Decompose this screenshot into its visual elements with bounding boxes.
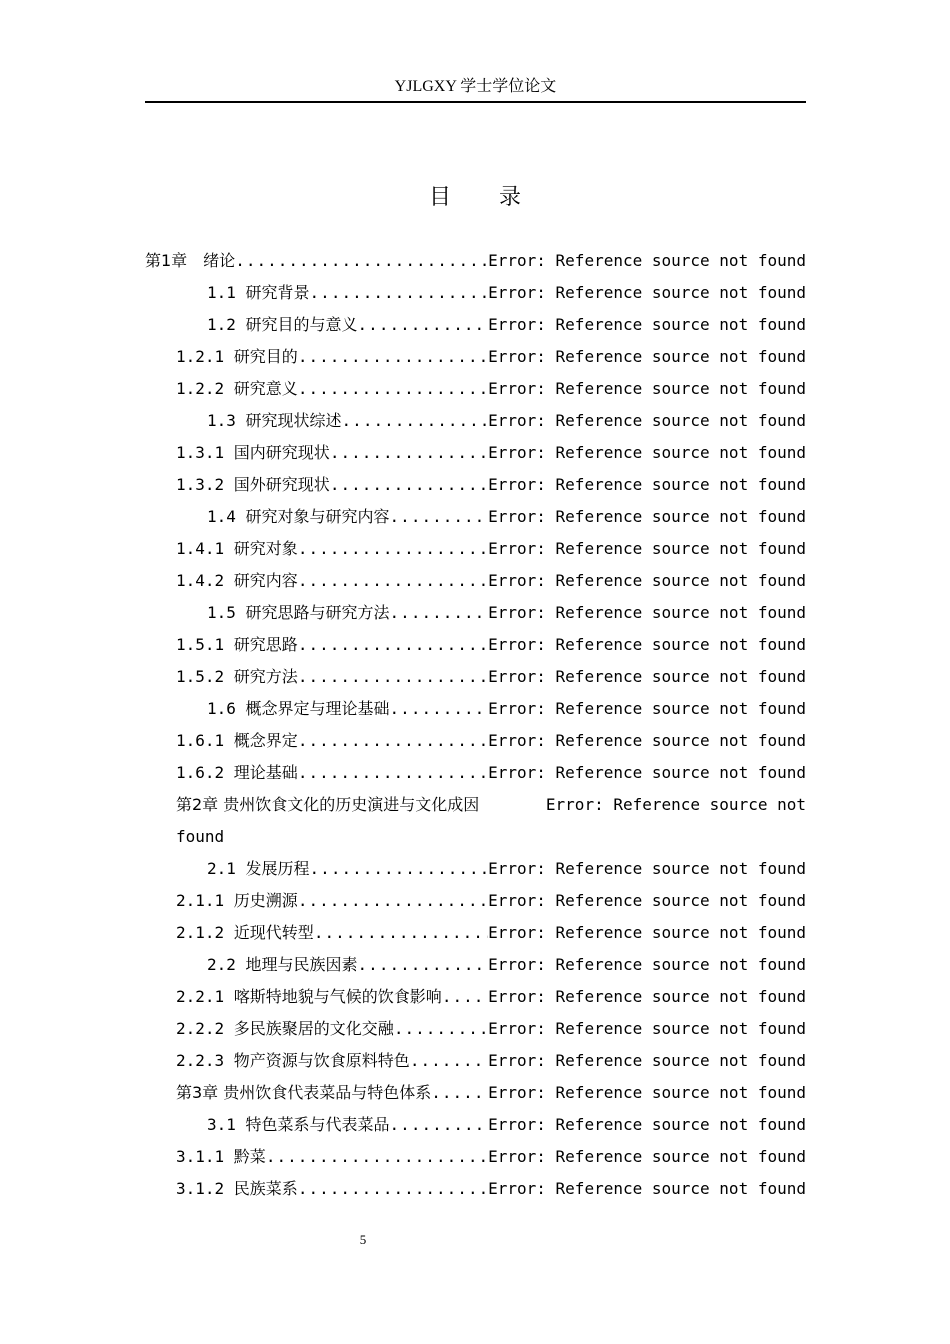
toc-entry-title: 1.6.1 概念界定	[176, 731, 298, 750]
toc-leader-dots	[410, 1045, 488, 1077]
toc-entry-ref: Error: Reference source not found	[488, 891, 806, 910]
running-header: YJLGXY 学士学位论文	[394, 78, 557, 95]
toc-entry-title: 2.1.2 近现代转型	[176, 923, 314, 942]
toc-entry-ref: Error: Reference source not found	[488, 699, 806, 718]
toc-leader-dots	[298, 341, 488, 373]
toc-entry-ref: Error: Reference source not found	[488, 475, 806, 494]
toc-entry-ref: Error: Reference source not found	[488, 443, 806, 462]
toc-leader-dots	[390, 597, 489, 629]
toc-entry-ref: Error: Reference source not found	[488, 251, 806, 270]
toc-entry-title: 1.4.2 研究内容	[176, 571, 298, 590]
toc-entry-ref: Error: Reference source not found	[488, 571, 806, 590]
toc-leader-dots	[390, 1109, 489, 1141]
table-of-contents	[145, 245, 806, 1205]
toc-entry-title: 1.3 研究现状综述	[207, 411, 342, 430]
toc-entry[interactable]	[145, 341, 806, 373]
toc-entry-title: 1.5.2 研究方法	[176, 667, 298, 686]
toc-entry[interactable]	[145, 885, 806, 917]
toc-entry-title: 1.2.2 研究意义	[176, 379, 298, 398]
toc-entry-title: 1.5 研究思路与研究方法	[207, 603, 390, 622]
toc-entry-title: 3.1 特色菜系与代表菜品	[207, 1115, 390, 1134]
toc-entry[interactable]	[145, 565, 806, 597]
toc-leader-dots	[330, 437, 488, 469]
toc-leader-dots	[431, 1077, 488, 1109]
toc-entry[interactable]	[145, 1141, 806, 1173]
toc-entry-title: 2.2 地理与民族因素	[207, 955, 358, 974]
toc-entry[interactable]	[145, 693, 806, 725]
header-rule	[145, 101, 806, 103]
toc-leader-dots	[298, 373, 488, 405]
toc-entry[interactable]	[145, 917, 806, 949]
toc-entry[interactable]	[145, 1173, 806, 1205]
toc-leader-dots	[298, 629, 488, 661]
toc-leader-dots	[310, 853, 489, 885]
toc-entry-title: 1.1 研究背景	[207, 283, 310, 302]
toc-entry-ref: Error: Reference source not found	[488, 955, 806, 974]
toc-entry-ref: Error: Reference source not found	[488, 1179, 806, 1198]
toc-entry-title: 1.3.2 国外研究现状	[176, 475, 330, 494]
toc-entry[interactable]	[145, 405, 806, 437]
toc-entry-ref: Error: Reference source not found	[488, 379, 806, 398]
toc-entry-ref: Error: Reference source not found	[488, 731, 806, 750]
toc-entry[interactable]	[145, 533, 806, 565]
toc-entry[interactable]	[145, 1109, 806, 1141]
toc-entry[interactable]	[145, 597, 806, 629]
toc-entry[interactable]	[145, 277, 806, 309]
toc-entry-ref: Error: Reference source not found	[488, 283, 806, 302]
toc-entry-ref: Error: Reference source not found	[488, 347, 806, 366]
toc-entry[interactable]	[145, 949, 806, 981]
toc-entry-ref: Error: Reference source not found	[488, 507, 806, 526]
toc-leader-dots	[358, 309, 489, 341]
toc-entry-ref: Error: Reference source not found	[488, 763, 806, 782]
toc-entry-title: 1.6 概念界定与理论基础	[207, 699, 390, 718]
toc-entry[interactable]	[145, 629, 806, 661]
toc-entry[interactable]	[145, 661, 806, 693]
toc-leader-dots	[330, 469, 488, 501]
toc-entry[interactable]	[145, 853, 806, 885]
toc-entry-ref: Error: Reference source not	[545, 795, 806, 814]
toc-entry[interactable]	[145, 757, 806, 789]
toc-leader-dots	[390, 693, 489, 725]
toc-leader-dots	[298, 757, 488, 789]
toc-entry-title: 1.2.1 研究目的	[176, 347, 298, 366]
toc-leader-dots	[298, 1173, 488, 1205]
toc-leader-dots	[390, 501, 489, 533]
toc-leader-dots	[235, 245, 488, 277]
toc-entry-title: 第2章 贵州饮食文化的历史演进与文化成因	[176, 795, 480, 814]
toc-entry-title: 2.1 发展历程	[207, 859, 310, 878]
toc-entry-title: 1.3.1 国内研究现状	[176, 443, 330, 462]
toc-leader-dots	[298, 661, 488, 693]
toc-leader-dots	[310, 277, 489, 309]
toc-entry-ref: Error: Reference source not found	[488, 603, 806, 622]
toc-entry-title: 1.2 研究目的与意义	[207, 315, 358, 334]
toc-entry-ref: Error: Reference source not found	[488, 1115, 806, 1134]
toc-leader-dots	[394, 1013, 488, 1045]
toc-entry[interactable]	[145, 1045, 806, 1077]
toc-entry-ref: Error: Reference source not found	[488, 987, 806, 1006]
toc-entry-ref: Error: Reference source not found	[488, 1019, 806, 1038]
toc-entry[interactable]	[145, 1013, 806, 1045]
toc-entry[interactable]	[145, 501, 806, 533]
toc-entry[interactable]	[145, 725, 806, 757]
toc-entry[interactable]	[145, 789, 806, 853]
toc-leader-dots	[298, 565, 488, 597]
toc-entry-ref-continued: found	[176, 827, 225, 846]
toc-leader-dots	[298, 725, 488, 757]
page-number: 5	[359, 1232, 367, 1247]
toc-entry-title: 1.4.1 研究对象	[176, 539, 298, 558]
toc-entry-title: 1.4 研究对象与研究内容	[207, 507, 390, 526]
toc-entry-title: 2.2.1 喀斯特地貌与气候的饮食影响	[176, 987, 442, 1006]
toc-entry-ref: Error: Reference source not found	[488, 1147, 806, 1166]
toc-entry-title: 第3章 贵州饮食代表菜品与特色体系	[176, 1083, 432, 1102]
toc-entry[interactable]	[145, 1077, 806, 1109]
toc-entry-ref: Error: Reference source not found	[488, 859, 806, 878]
toc-entry-title: 2.1.1 历史溯源	[176, 891, 298, 910]
toc-leader-dots	[342, 405, 489, 437]
toc-leader-dots	[314, 917, 488, 949]
toc-entry-ref: Error: Reference source not found	[488, 539, 806, 558]
toc-leader-dots	[358, 949, 489, 981]
toc-leader-dots	[266, 1141, 488, 1173]
toc-entry-title: 2.2.2 多民族聚居的文化交融	[176, 1019, 394, 1038]
toc-leader-dots	[298, 885, 488, 917]
page-title: 目录	[428, 185, 569, 210]
toc-entry-ref: Error: Reference source not found	[488, 923, 806, 942]
toc-entry-ref: Error: Reference source not found	[488, 667, 806, 686]
toc-leader-dots	[442, 981, 488, 1013]
toc-entry-ref: Error: Reference source not found	[488, 1083, 806, 1102]
toc-entry-ref: Error: Reference source not found	[488, 1051, 806, 1070]
toc-entry-ref: Error: Reference source not found	[488, 635, 806, 654]
toc-entry[interactable]	[145, 469, 806, 501]
toc-entry-title: 第1章 绪论	[145, 251, 236, 270]
toc-entry-ref: Error: Reference source not found	[488, 315, 806, 334]
toc-entry[interactable]	[145, 245, 806, 277]
toc-entry-title: 3.1.1 黔菜	[176, 1147, 266, 1166]
toc-entry-title: 2.2.3 物产资源与饮食原料特色	[176, 1051, 410, 1070]
toc-entry-ref: Error: Reference source not found	[488, 411, 806, 430]
toc-entry-title: 1.6.2 理论基础	[176, 763, 298, 782]
toc-entry[interactable]	[145, 309, 806, 341]
toc-entry[interactable]	[145, 373, 806, 405]
toc-leader-dots	[298, 533, 488, 565]
toc-entry-title: 1.5.1 研究思路	[176, 635, 298, 654]
toc-entry[interactable]	[145, 981, 806, 1013]
toc-entry-title: 3.1.2 民族菜系	[176, 1179, 298, 1198]
toc-entry[interactable]	[145, 437, 806, 469]
